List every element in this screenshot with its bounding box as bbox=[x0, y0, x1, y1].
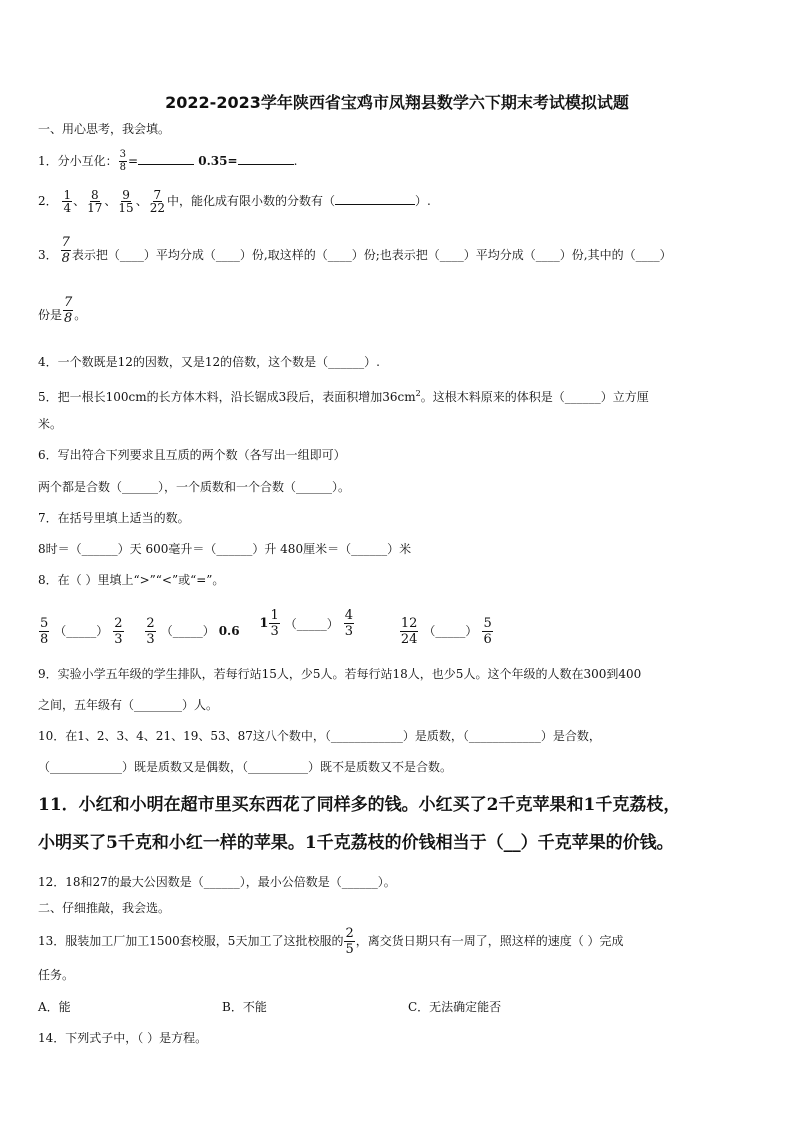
question-9-continued: 之间，五年级有（________）人。 bbox=[38, 698, 219, 712]
q8-d-left bbox=[400, 616, 419, 647]
numerator: 2 bbox=[146, 615, 155, 631]
q2-end: ）. bbox=[415, 194, 431, 208]
q1-text: 分小互化： bbox=[57, 154, 118, 168]
q2-number: 2． bbox=[38, 194, 58, 208]
question-13 bbox=[38, 926, 624, 957]
q8-a-left bbox=[39, 616, 49, 647]
q2-fraction-1 bbox=[62, 189, 72, 214]
q13-frac-denominator: 5 bbox=[345, 942, 354, 957]
question-5 bbox=[38, 386, 649, 405]
q13-line1-prefix: 13．服装加工厂加工1500套校服，5天加工了这批校服的 bbox=[38, 934, 344, 948]
q2-separator: 、 bbox=[104, 194, 117, 208]
q3-fraction-repeat bbox=[63, 295, 73, 326]
numerator: 1 bbox=[270, 608, 279, 623]
q8-blank-1[interactable]: （_____） bbox=[54, 624, 109, 638]
q1-fraction bbox=[119, 149, 127, 174]
numerator: 4 bbox=[344, 608, 354, 623]
numerator: 5 bbox=[40, 615, 49, 631]
q8-c-right bbox=[344, 608, 354, 639]
question-7-sub: 8时＝（______）天 600毫升＝（______）升 480厘米＝（______）米 bbox=[38, 542, 412, 556]
q8-c-left bbox=[269, 608, 279, 639]
q3-number: 3． bbox=[38, 248, 58, 262]
q8-blank-4[interactable]: （_____） bbox=[423, 624, 478, 638]
q8-blank-3[interactable]: （_____） bbox=[284, 616, 339, 631]
numerator: 12 bbox=[400, 615, 418, 631]
q13-fraction bbox=[344, 926, 354, 957]
denominator: 8 bbox=[40, 631, 49, 647]
q13-option-b[interactable]: B．不能 bbox=[222, 1000, 267, 1014]
q3-line2-end: 。 bbox=[74, 308, 87, 322]
question-8-comparisons bbox=[38, 608, 510, 647]
q8-compare-1 bbox=[38, 616, 125, 647]
q2-answer-blank[interactable] bbox=[335, 192, 415, 205]
q2-text: 中，能化成有限小数的分数有（ bbox=[167, 194, 336, 208]
q2-f3-denominator: 15 bbox=[118, 201, 134, 215]
q1-decimal-text: 0.35= bbox=[194, 154, 238, 168]
q8-compare-2 bbox=[144, 616, 239, 647]
question-7: 7．在括号里填上适当的数。 bbox=[38, 511, 190, 525]
question-11-continued: 小明买了5千克和小红一样的苹果。1千克荔枝的价钱相当于（__）千克苹果的价钱。 bbox=[38, 833, 674, 853]
question-2 bbox=[38, 189, 431, 214]
question-4: 4．一个数既是12的因数，又是12的倍数，这个数是（______）. bbox=[38, 355, 380, 369]
denominator: 24 bbox=[400, 631, 418, 647]
denominator: 3 bbox=[146, 631, 155, 647]
q1-end: . bbox=[293, 154, 298, 168]
q3-frac-numerator: 7 bbox=[61, 235, 70, 250]
denominator: 6 bbox=[483, 631, 492, 647]
q3-frac-denominator: 8 bbox=[61, 251, 70, 266]
section-heading-1: 一、用心思考，我会填。 bbox=[38, 122, 171, 136]
q8-b-left bbox=[145, 616, 155, 647]
question-10: 10．在1、2、3、4、21、19、53、87这八个数中，（____________）是质数，（____________）是合数， bbox=[38, 729, 601, 743]
q8-a-right bbox=[113, 616, 123, 647]
q8-blank-2[interactable]: （_____） bbox=[160, 624, 215, 638]
question-13-continued: 任务。 bbox=[38, 968, 75, 982]
q8-c-whole: 1 bbox=[259, 615, 269, 631]
q2-f2-numerator: 8 bbox=[90, 188, 99, 202]
page-title: 2022-2023学年陕西省宝鸡市凤翔县数学六下期末考试模拟试题 bbox=[165, 93, 629, 112]
q1-answer-blank-1[interactable] bbox=[138, 152, 194, 165]
q8-compare-4 bbox=[399, 616, 494, 647]
q5-superscript: 2 bbox=[415, 389, 421, 398]
q2-f4-numerator: 7 bbox=[153, 188, 162, 202]
q1-frac-denominator: 8 bbox=[119, 162, 127, 173]
q2-f1-numerator: 1 bbox=[63, 188, 72, 202]
q3-frac-numerator: 7 bbox=[64, 295, 73, 310]
denominator: 3 bbox=[114, 631, 123, 647]
q3-fraction bbox=[61, 235, 71, 266]
q13-line1-suffix: ，离交货日期只有一周了，照这样的速度（ ）完成 bbox=[355, 934, 624, 948]
q2-f2-denominator: 17 bbox=[87, 201, 103, 215]
denominator: 3 bbox=[270, 624, 279, 639]
q8-compare-3 bbox=[259, 608, 355, 639]
q2-fraction-2 bbox=[86, 189, 103, 214]
q1-equals: = bbox=[128, 154, 139, 168]
q2-fraction-3 bbox=[117, 189, 134, 214]
q2-f3-numerator: 9 bbox=[122, 188, 130, 202]
q2-separator: 、 bbox=[135, 194, 148, 208]
question-12: 12．18和27的最大公因数是（______），最小公倍数是（______）。 bbox=[38, 875, 396, 889]
question-3-continued bbox=[38, 295, 86, 326]
q3-line2-prefix: 份是 bbox=[38, 308, 63, 322]
q3-line-1: 表示把（____）平均分成（____）份,取这样的（____）份;也表示把（____）平均分成（____）份,其中的（____） bbox=[71, 248, 672, 262]
q1-answer-blank-2[interactable] bbox=[238, 152, 294, 165]
question-9: 9．实验小学五年级的学生排队，若每行站15人，少5人。若每行站18人，也少5人。这个年级的人数在300到400 bbox=[38, 667, 642, 681]
question-3 bbox=[38, 235, 672, 266]
q1-number: 1． bbox=[38, 154, 58, 168]
denominator: 3 bbox=[344, 624, 354, 639]
q5-line1-prefix: 5．把一根长100cm的长方体木料，沿长锯成3段后，表面积增加36cm bbox=[38, 390, 416, 404]
q1-frac-numerator: 3 bbox=[119, 149, 127, 160]
numerator: 5 bbox=[483, 615, 492, 631]
q2-fraction-4 bbox=[149, 189, 166, 214]
q8-b-right: 0.6 bbox=[218, 624, 240, 638]
q8-d-right bbox=[482, 616, 492, 647]
question-6: 6．写出符合下列要求且互质的两个数（各写出一组即可） bbox=[38, 448, 346, 462]
q2-f4-denominator: 22 bbox=[149, 201, 165, 215]
question-1 bbox=[38, 149, 297, 174]
q5-line1-suffix: 。这根木料原来的体积是（______）立方厘 bbox=[420, 390, 649, 404]
q13-frac-numerator: 2 bbox=[345, 926, 354, 941]
numerator: 2 bbox=[114, 615, 123, 631]
q13-option-a[interactable]: A．能 bbox=[38, 1000, 71, 1014]
question-11: 11．小红和小明在超市里买东西花了同样多的钱。小红买了2千克苹果和1千克荔枝， bbox=[38, 795, 681, 815]
question-10-continued: （____________）既是质数又是偶数，（__________）既不是质数又不是合数。 bbox=[38, 760, 453, 774]
question-8: 8．在（ ）里填上“>”“<”或“=”。 bbox=[38, 573, 225, 587]
q2-separator: 、 bbox=[73, 194, 86, 208]
q2-f1-denominator: 4 bbox=[63, 201, 72, 215]
question-5-continued: 米。 bbox=[38, 417, 63, 431]
section-heading-2: 二、仔细推敲，我会选。 bbox=[38, 901, 171, 915]
q13-option-c[interactable]: C．无法确定能否 bbox=[408, 1000, 502, 1014]
question-6-sub: 两个都是合数（______），一个质数和一个合数（______）。 bbox=[38, 480, 351, 494]
question-14: 14．下列式子中，（ ）是方程。 bbox=[38, 1031, 208, 1045]
q3-frac-denominator: 8 bbox=[64, 311, 73, 326]
